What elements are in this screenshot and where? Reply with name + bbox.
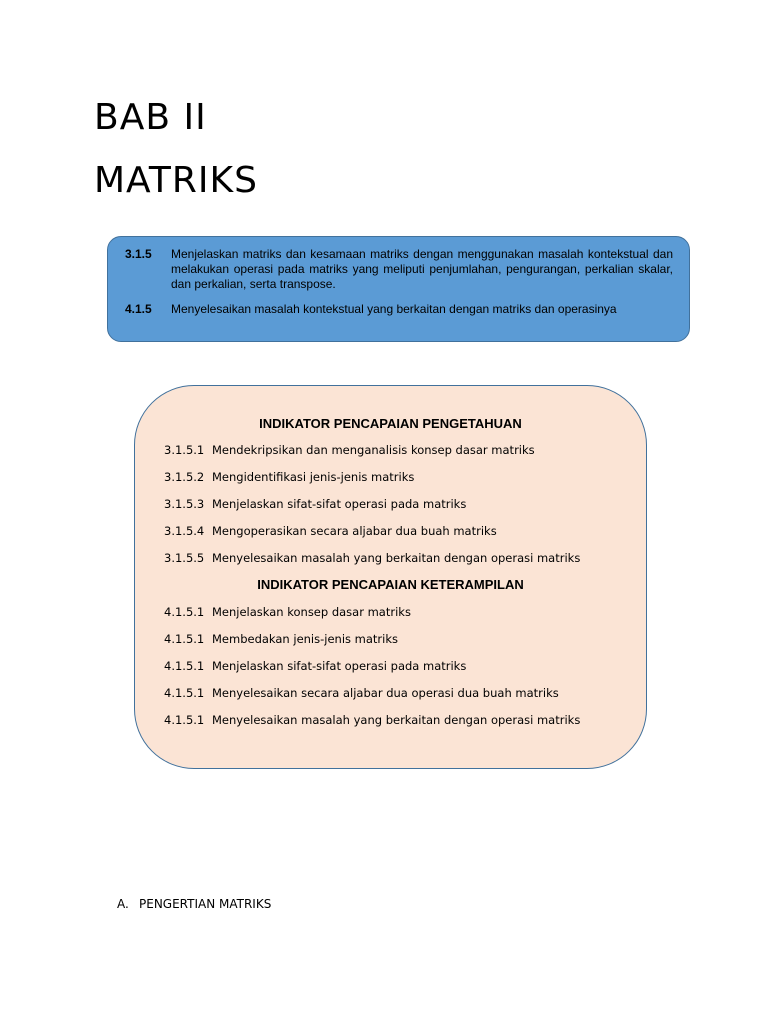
indicator-text: Membedakan jenis-jenis matriks bbox=[212, 632, 398, 646]
knowledge-indicator-item bbox=[164, 551, 580, 565]
indicator-number: 4.1.5.1 bbox=[164, 605, 205, 619]
indicator-box bbox=[134, 385, 647, 769]
competency-number: 3.1.5 bbox=[125, 247, 152, 261]
skill-indicator-item bbox=[164, 713, 580, 727]
chapter-title: MATRIKS bbox=[94, 160, 258, 201]
competency-item bbox=[125, 247, 673, 292]
section-letter: A. bbox=[117, 897, 129, 911]
indicator-text: Mengidentifikasi jenis-jenis matriks bbox=[212, 470, 415, 484]
competency-text: Menjelaskan matriks dan kesamaan matriks dengan menggunakan masalah kontekstual dan melakukan operasi pada matriks yang meliputi penjumlahan, pengurangan, perkalian skalar, dan perkalian, serta transpose. bbox=[171, 247, 673, 291]
knowledge-indicator-item bbox=[164, 443, 535, 457]
indicator-text: Menyelesaikan secara aljabar dua operasi dua buah matriks bbox=[212, 686, 559, 700]
skill-indicator-item bbox=[164, 605, 411, 619]
chapter-number: BAB II bbox=[94, 97, 207, 138]
indicator-number: 3.1.5.1 bbox=[164, 443, 205, 457]
skill-indicator-item bbox=[164, 686, 559, 700]
knowledge-indicator-heading: INDIKATOR PENCAPAIAN PENGETAHUAN bbox=[259, 416, 522, 431]
indicator-text: Menjelaskan sifat-sifat operasi pada matriks bbox=[212, 497, 467, 511]
indicator-text: Mengoperasikan secara aljabar dua buah matriks bbox=[212, 524, 497, 538]
skill-indicator-item bbox=[164, 632, 398, 646]
section-heading bbox=[117, 897, 271, 911]
skill-indicator-heading: INDIKATOR PENCAPAIAN KETERAMPILAN bbox=[257, 577, 524, 592]
skill-indicator-item bbox=[164, 659, 466, 673]
indicator-text: Menyelesaikan masalah yang berkaitan dengan operasi matriks bbox=[212, 713, 581, 727]
indicator-number: 3.1.5.3 bbox=[164, 497, 205, 511]
indicator-number: 3.1.5.2 bbox=[164, 470, 205, 484]
competency-box bbox=[107, 236, 690, 342]
indicator-number: 4.1.5.1 bbox=[164, 659, 205, 673]
indicator-text: Menjelaskan konsep dasar matriks bbox=[212, 605, 411, 619]
knowledge-indicator-item bbox=[164, 470, 414, 484]
competency-text: Menyelesaikan masalah kontekstual yang berkaitan dengan matriks dan operasinya bbox=[171, 302, 617, 316]
indicator-number: 4.1.5.1 bbox=[164, 713, 205, 727]
indicator-number: 4.1.5.1 bbox=[164, 632, 205, 646]
indicator-number: 3.1.5.4 bbox=[164, 524, 205, 538]
indicator-text: Menyelesaikan masalah yang berkaitan dengan operasi matriks bbox=[212, 551, 581, 565]
knowledge-indicator-item bbox=[164, 497, 466, 511]
indicator-number: 4.1.5.1 bbox=[164, 686, 205, 700]
section-title: PENGERTIAN MATRIKS bbox=[139, 897, 272, 911]
indicator-text: Menjelaskan sifat-sifat operasi pada matriks bbox=[212, 659, 467, 673]
indicator-number: 3.1.5.5 bbox=[164, 551, 205, 565]
knowledge-indicator-item bbox=[164, 524, 497, 538]
competency-number: 4.1.5 bbox=[125, 302, 152, 316]
indicator-text: Mendekripsikan dan menganalisis konsep dasar matriks bbox=[212, 443, 535, 457]
competency-item bbox=[125, 302, 673, 317]
